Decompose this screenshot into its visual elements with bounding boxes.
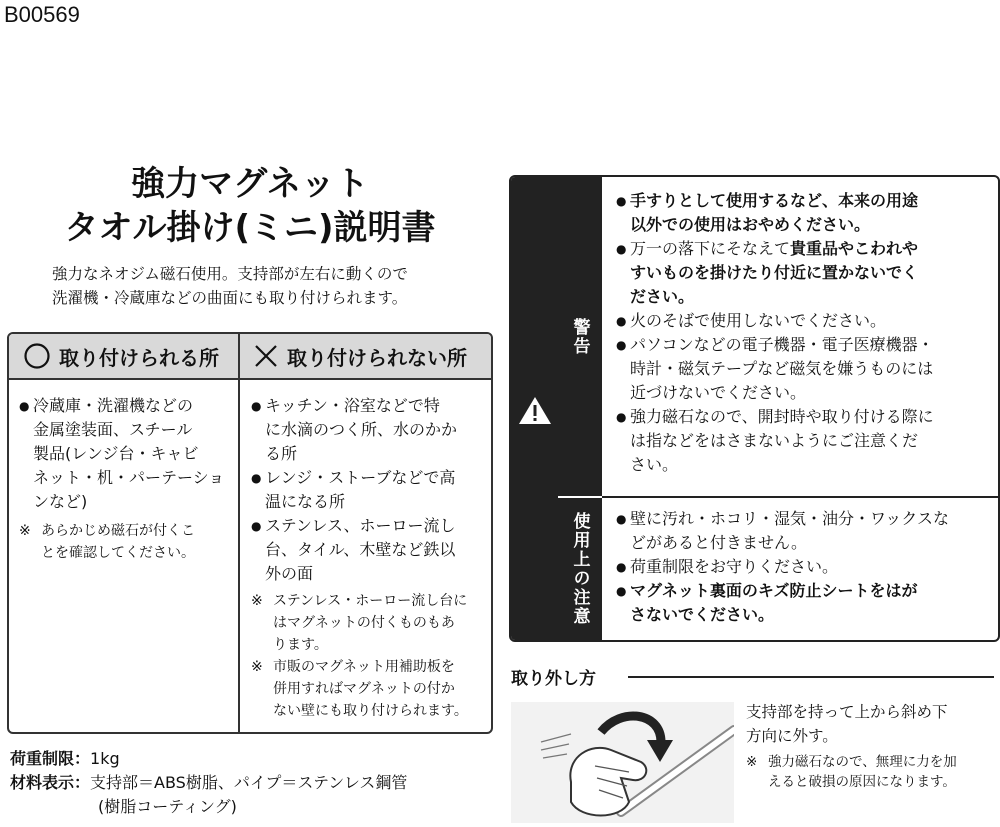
page-title-line2: タオル掛け(ミニ)説明書 [64, 208, 436, 248]
removal-instructions: 支持部を持って上から斜め下 方向に外す。 [746, 703, 948, 745]
ng-note: ※ 市販のマグネット用補助板を 併用すればマグネットの付か ない壁にも取り付けられます。 [251, 656, 483, 722]
mounting-table [7, 332, 493, 734]
ok-list [19, 394, 231, 564]
list-item: ● マグネット裏面のキズ防止シートをはが さないでください。 [616, 579, 988, 627]
list-item: ● ステンレス、ホーロー流し 台、タイル、木壁など鉄以 外の面 [251, 514, 483, 586]
specifications: 荷重制限：1kg 材料表示：支持部＝ABS樹脂、パイプ＝ステンレス鋼管 (樹脂コーティング) [10, 749, 408, 816]
cross-icon [253, 343, 279, 369]
list-item: ● 強力磁石なので、開封時や取り付ける際に は指などをはさまないようにご注意くだ さい。 [616, 405, 988, 477]
ng-note: ※ ステンレス・ホーロー流し台に はマグネットの付くものもあ ります。 [251, 590, 483, 656]
removal-illustration [511, 702, 734, 823]
list-item: ● パソコンなどの電子機器・電子医療機器・ 時計・磁気テープなど磁気を嫌うものには 近づけないでください。 [616, 333, 988, 405]
removal-note: ※ 強力磁石なので、無理に力を加 えると破損の原因になります。 [746, 752, 1000, 792]
removal-title: 取り外し方 [511, 669, 596, 689]
removal-title-rule [628, 676, 994, 678]
circle-icon [23, 342, 51, 370]
ok-header: 取り付けられる所 [23, 334, 219, 378]
text-divider [602, 496, 998, 498]
product-code: B00569 [4, 2, 80, 27]
ok-note: ※ あらかじめ磁石が付くこ とを確認してください。 [19, 520, 231, 564]
warning-list [616, 189, 988, 477]
caution-label: 使用上の注意 [558, 498, 602, 640]
warning-triangle-icon [518, 395, 552, 425]
list-item: ● 冷蔵庫・洗濯機などの 金属塗装面、スチール 製品(レンジ台・キャビ ネット・机・パーテーショ ンなど) [19, 394, 231, 514]
ng-list [251, 394, 483, 722]
ng-header: 取り付けられない所 [253, 334, 467, 378]
warning-box [509, 175, 1000, 642]
column-divider [238, 334, 240, 732]
list-item: ● キッチン・浴室などで特 に水滴のつく所、水のかか る所 [251, 394, 483, 466]
list-item: ● 荷重制限をお守りください。 [616, 555, 988, 579]
hand-removal-illustration [511, 702, 734, 823]
warning-strip [511, 177, 558, 640]
list-item: ● 壁に汚れ・ホコリ・湿気・油分・ワックスな どがあると付きません。 [616, 507, 988, 555]
warning-label: 警告 [558, 177, 602, 497]
table-header [9, 334, 491, 380]
list-item: ● 手すりとして使用するなど、本来の用途 以外での使用はおやめください。 [616, 189, 988, 237]
caution-list [616, 507, 988, 627]
page-title-line1: 強力マグネット [131, 164, 369, 204]
list-item: ● 火のそばで使用しないでください。 [616, 309, 988, 333]
list-item: ● 万一の落下にそなえて貴重品やこわれや すいものを掛けたり付近に置かないでく ださい。 [616, 237, 988, 309]
intro-text: 強力なネオジム磁石使用。支持部が左右に動くので 洗濯機・冷蔵庫などの曲面にも取り付けられます。 [52, 265, 408, 307]
list-item: ● レンジ・ストーブなどで高 温になる所 [251, 466, 483, 514]
